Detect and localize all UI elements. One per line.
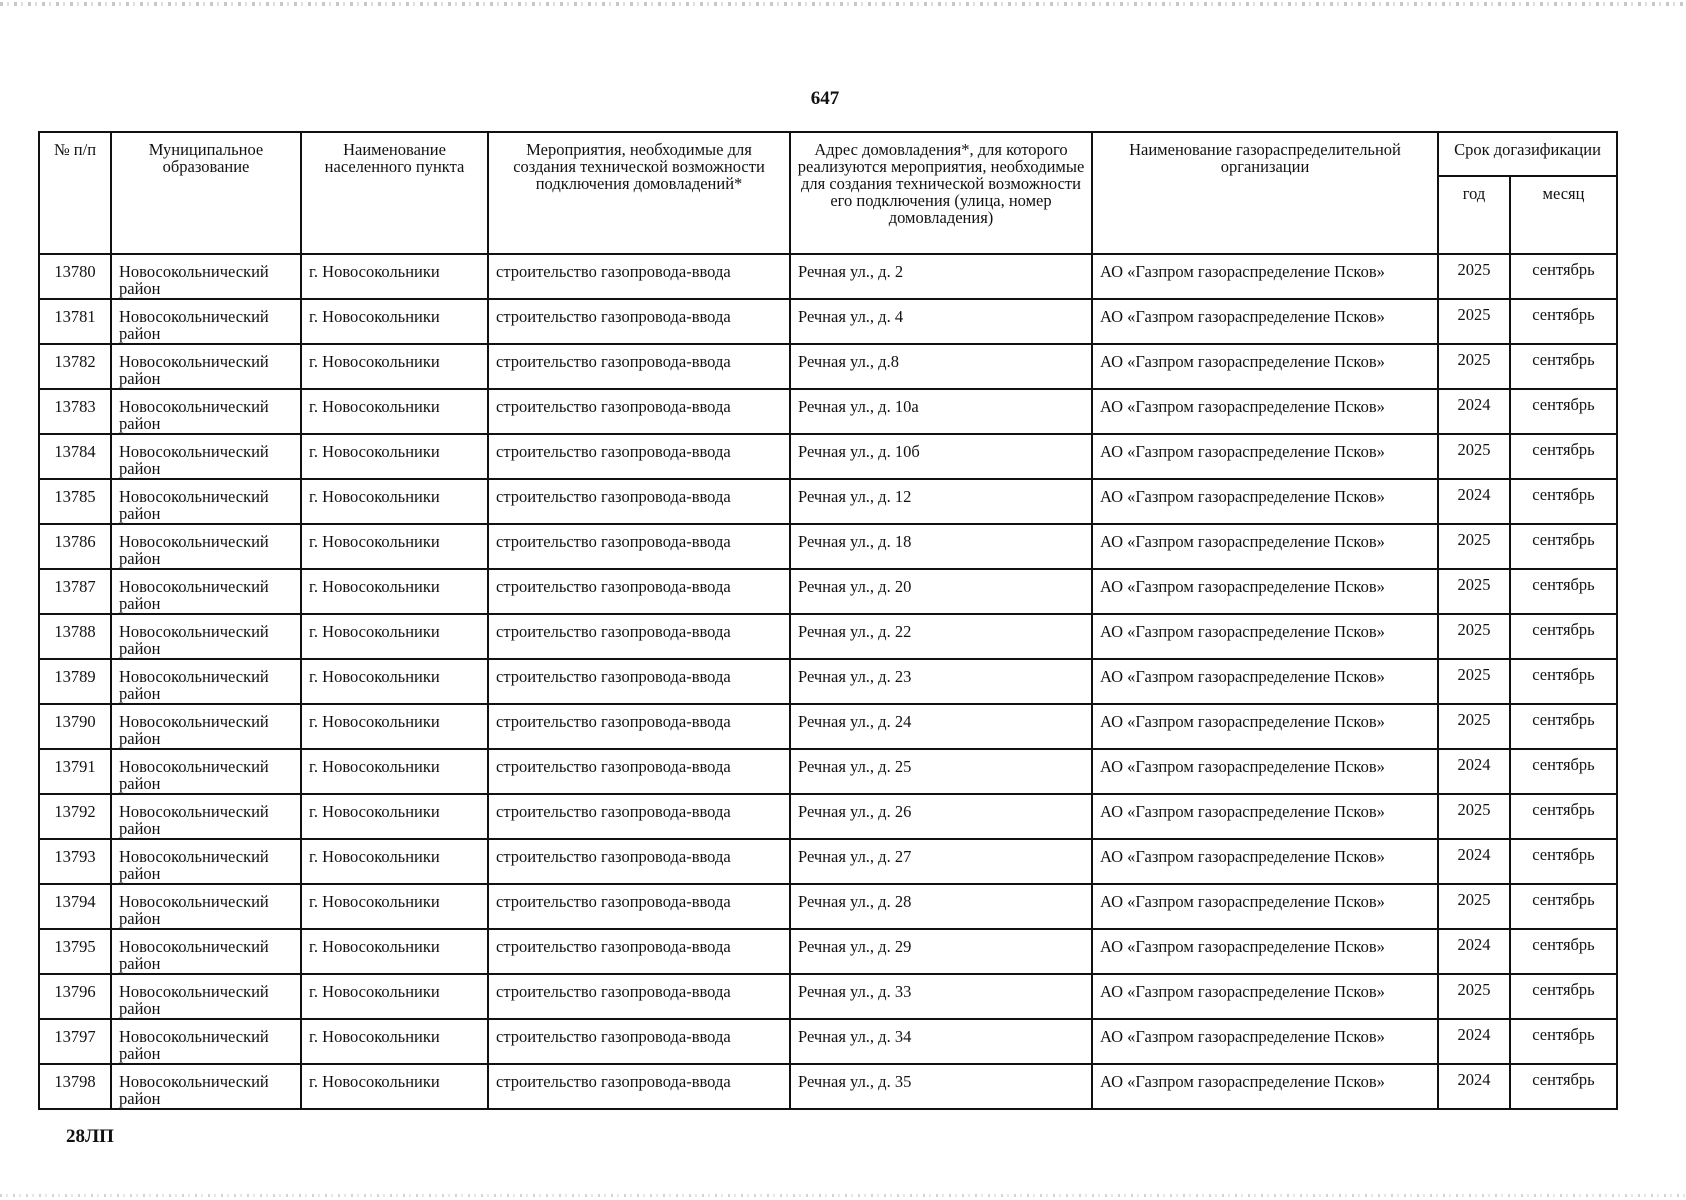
cell-year: 2024 (1438, 929, 1510, 974)
cell-organization: АО «Газпром газораспределение Псков» (1092, 884, 1438, 929)
cell-measure: строительство газопровода-ввода (488, 344, 790, 389)
table-row (39, 1064, 1617, 1109)
cell-month: сентябрь (1510, 659, 1617, 704)
cell-measure: строительство газопровода-ввода (488, 794, 790, 839)
cell-measure: строительство газопровода-ввода (488, 749, 790, 794)
cell-address: Речная ул., д. 23 (790, 659, 1092, 704)
cell-locality: г. Новосокольники (301, 389, 488, 434)
cell-measure: строительство газопровода-ввода (488, 479, 790, 524)
cell-measure: строительство газопровода-ввода (488, 929, 790, 974)
cell-num: 13788 (39, 614, 111, 659)
table-row (39, 749, 1617, 794)
cell-month: сентябрь (1510, 1019, 1617, 1064)
cell-year: 2024 (1438, 839, 1510, 884)
cell-year: 2025 (1438, 299, 1510, 344)
cell-month: сентябрь (1510, 479, 1617, 524)
cell-year: 2025 (1438, 434, 1510, 479)
cell-month: сентябрь (1510, 389, 1617, 434)
cell-measure: строительство газопровода-ввода (488, 434, 790, 479)
cell-municipality: Новосокольнический район (111, 254, 301, 299)
cell-address: Речная ул., д. 29 (790, 929, 1092, 974)
cell-year: 2024 (1438, 749, 1510, 794)
cell-organization: АО «Газпром газораспределение Псков» (1092, 299, 1438, 344)
cell-measure: строительство газопровода-ввода (488, 1019, 790, 1064)
cell-address: Речная ул., д. 25 (790, 749, 1092, 794)
cell-municipality: Новосокольнический район (111, 704, 301, 749)
cell-address: Речная ул., д. 10а (790, 389, 1092, 434)
cell-organization: АО «Газпром газораспределение Псков» (1092, 614, 1438, 659)
cell-measure: строительство газопровода-ввода (488, 974, 790, 1019)
cell-organization: АО «Газпром газораспределение Псков» (1092, 974, 1438, 1019)
header-month: месяц (1510, 176, 1617, 254)
table-row (39, 479, 1617, 524)
cell-address: Речная ул., д. 2 (790, 254, 1092, 299)
cell-organization: АО «Газпром газораспределение Псков» (1092, 479, 1438, 524)
cell-measure: строительство газопровода-ввода (488, 1064, 790, 1109)
cell-address: Речная ул., д. 22 (790, 614, 1092, 659)
cell-month: сентябрь (1510, 749, 1617, 794)
header-municipality: Муниципальное образование (111, 132, 301, 254)
cell-address: Речная ул., д. 34 (790, 1019, 1092, 1064)
cell-num: 13793 (39, 839, 111, 884)
cell-num: 13789 (39, 659, 111, 704)
cell-locality: г. Новосокольники (301, 974, 488, 1019)
table-body (39, 254, 1617, 1109)
cell-municipality: Новосокольнический район (111, 794, 301, 839)
table-row (39, 659, 1617, 704)
cell-num: 13782 (39, 344, 111, 389)
cell-locality: г. Новосокольники (301, 704, 488, 749)
header-year: год (1438, 176, 1510, 254)
cell-locality: г. Новосокольники (301, 254, 488, 299)
table-row (39, 884, 1617, 929)
cell-locality: г. Новосокольники (301, 749, 488, 794)
scan-edge-bottom (0, 1194, 1686, 1197)
page-number: 647 (810, 88, 840, 109)
header-address: Адрес домовладения*, для которого реализуются мероприятия, необходимые для создания технической возможности его подключения (улица, номер домовладения) (790, 132, 1092, 254)
cell-measure: строительство газопровода-ввода (488, 254, 790, 299)
cell-locality: г. Новосокольники (301, 434, 488, 479)
cell-year: 2025 (1438, 974, 1510, 1019)
cell-address: Речная ул., д. 18 (790, 524, 1092, 569)
cell-address: Речная ул., д. 10б (790, 434, 1092, 479)
cell-month: сентябрь (1510, 974, 1617, 1019)
cell-municipality: Новосокольнический район (111, 389, 301, 434)
cell-year: 2024 (1438, 1019, 1510, 1064)
cell-year: 2025 (1438, 884, 1510, 929)
cell-address: Речная ул., д. 20 (790, 569, 1092, 614)
cell-address: Речная ул., д. 26 (790, 794, 1092, 839)
cell-num: 13783 (39, 389, 111, 434)
cell-address: Речная ул., д. 4 (790, 299, 1092, 344)
cell-num: 13791 (39, 749, 111, 794)
header-organization: Наименование газораспределительной организации (1092, 132, 1438, 254)
cell-address: Речная ул., д. 12 (790, 479, 1092, 524)
cell-organization: АО «Газпром газораспределение Псков» (1092, 254, 1438, 299)
header-locality: Наименование населенного пункта (301, 132, 488, 254)
header-num: № п/п (39, 132, 111, 254)
cell-locality: г. Новосокольники (301, 524, 488, 569)
cell-num: 13784 (39, 434, 111, 479)
cell-municipality: Новосокольнический район (111, 614, 301, 659)
cell-num: 13785 (39, 479, 111, 524)
cell-locality: г. Новосокольники (301, 1064, 488, 1109)
cell-municipality: Новосокольнический район (111, 1019, 301, 1064)
cell-organization: АО «Газпром газораспределение Псков» (1092, 524, 1438, 569)
cell-locality: г. Новосокольники (301, 479, 488, 524)
cell-year: 2025 (1438, 704, 1510, 749)
cell-year: 2025 (1438, 344, 1510, 389)
cell-organization: АО «Газпром газораспределение Псков» (1092, 659, 1438, 704)
cell-month: сентябрь (1510, 839, 1617, 884)
cell-locality: г. Новосокольники (301, 344, 488, 389)
cell-year: 2025 (1438, 524, 1510, 569)
header-deadline: Срок догазификации (1438, 132, 1617, 176)
cell-year: 2024 (1438, 389, 1510, 434)
footer-code: 28ЛП (66, 1126, 114, 1147)
cell-municipality: Новосокольнический район (111, 659, 301, 704)
gasification-table (38, 131, 1618, 1110)
cell-locality: г. Новосокольники (301, 299, 488, 344)
cell-measure: строительство газопровода-ввода (488, 659, 790, 704)
cell-municipality: Новосокольнический район (111, 299, 301, 344)
cell-organization: АО «Газпром газораспределение Псков» (1092, 434, 1438, 479)
cell-organization: АО «Газпром газораспределение Псков» (1092, 1064, 1438, 1109)
cell-year: 2025 (1438, 614, 1510, 659)
cell-municipality: Новосокольнический район (111, 974, 301, 1019)
cell-organization: АО «Газпром газораспределение Псков» (1092, 569, 1438, 614)
cell-measure: строительство газопровода-ввода (488, 704, 790, 749)
cell-locality: г. Новосокольники (301, 794, 488, 839)
cell-num: 13781 (39, 299, 111, 344)
cell-measure: строительство газопровода-ввода (488, 884, 790, 929)
cell-month: сентябрь (1510, 299, 1617, 344)
cell-year: 2025 (1438, 659, 1510, 704)
cell-num: 13798 (39, 1064, 111, 1109)
cell-month: сентябрь (1510, 524, 1617, 569)
table-row (39, 389, 1617, 434)
cell-address: Речная ул., д. 33 (790, 974, 1092, 1019)
cell-locality: г. Новосокольники (301, 614, 488, 659)
table-row (39, 1019, 1617, 1064)
table-row (39, 704, 1617, 749)
cell-organization: АО «Газпром газораспределение Псков» (1092, 929, 1438, 974)
cell-locality: г. Новосокольники (301, 659, 488, 704)
cell-address: Речная ул., д. 27 (790, 839, 1092, 884)
table-header (39, 132, 1617, 254)
table-row (39, 839, 1617, 884)
table-row (39, 569, 1617, 614)
cell-year: 2024 (1438, 1064, 1510, 1109)
cell-address: Речная ул., д. 24 (790, 704, 1092, 749)
cell-month: сентябрь (1510, 884, 1617, 929)
cell-municipality: Новосокольнический район (111, 1064, 301, 1109)
cell-measure: строительство газопровода-ввода (488, 524, 790, 569)
cell-num: 13797 (39, 1019, 111, 1064)
cell-month: сентябрь (1510, 929, 1617, 974)
cell-num: 13792 (39, 794, 111, 839)
table-row (39, 344, 1617, 389)
table-row (39, 299, 1617, 344)
table-row (39, 254, 1617, 299)
cell-organization: АО «Газпром газораспределение Псков» (1092, 749, 1438, 794)
cell-organization: АО «Газпром газораспределение Псков» (1092, 389, 1438, 434)
cell-address: Речная ул., д. 35 (790, 1064, 1092, 1109)
cell-municipality: Новосокольнический район (111, 479, 301, 524)
cell-organization: АО «Газпром газораспределение Псков» (1092, 1019, 1438, 1064)
cell-measure: строительство газопровода-ввода (488, 839, 790, 884)
cell-month: сентябрь (1510, 254, 1617, 299)
cell-organization: АО «Газпром газораспределение Псков» (1092, 704, 1438, 749)
cell-address: Речная ул., д. 28 (790, 884, 1092, 929)
cell-year: 2025 (1438, 794, 1510, 839)
cell-municipality: Новосокольнический район (111, 524, 301, 569)
table-row (39, 929, 1617, 974)
cell-measure: строительство газопровода-ввода (488, 389, 790, 434)
cell-municipality: Новосокольнический район (111, 569, 301, 614)
cell-measure: строительство газопровода-ввода (488, 569, 790, 614)
cell-measure: строительство газопровода-ввода (488, 299, 790, 344)
cell-organization: АО «Газпром газораспределение Псков» (1092, 794, 1438, 839)
cell-month: сентябрь (1510, 794, 1617, 839)
cell-municipality: Новосокольнический район (111, 884, 301, 929)
cell-locality: г. Новосокольники (301, 929, 488, 974)
cell-month: сентябрь (1510, 704, 1617, 749)
cell-num: 13796 (39, 974, 111, 1019)
cell-num: 13790 (39, 704, 111, 749)
cell-locality: г. Новосокольники (301, 1019, 488, 1064)
header-measures: Мероприятия, необходимые для создания технической возможности подключения домовладений* (488, 132, 790, 254)
table-row (39, 524, 1617, 569)
table-row (39, 614, 1617, 659)
cell-num: 13780 (39, 254, 111, 299)
cell-address: Речная ул., д.8 (790, 344, 1092, 389)
cell-num: 13794 (39, 884, 111, 929)
cell-municipality: Новосокольнический район (111, 749, 301, 794)
cell-organization: АО «Газпром газораспределение Псков» (1092, 839, 1438, 884)
cell-num: 13786 (39, 524, 111, 569)
cell-year: 2025 (1438, 569, 1510, 614)
cell-month: сентябрь (1510, 434, 1617, 479)
cell-municipality: Новосокольнический район (111, 344, 301, 389)
cell-locality: г. Новосокольники (301, 569, 488, 614)
cell-num: 13787 (39, 569, 111, 614)
cell-month: сентябрь (1510, 614, 1617, 659)
cell-municipality: Новосокольнический район (111, 929, 301, 974)
cell-organization: АО «Газпром газораспределение Псков» (1092, 344, 1438, 389)
cell-num: 13795 (39, 929, 111, 974)
cell-locality: г. Новосокольники (301, 884, 488, 929)
table-row (39, 974, 1617, 1019)
scan-edge-top (0, 2, 1686, 6)
cell-year: 2025 (1438, 254, 1510, 299)
cell-month: сентябрь (1510, 1064, 1617, 1109)
cell-measure: строительство газопровода-ввода (488, 614, 790, 659)
table-row (39, 794, 1617, 839)
cell-month: сентябрь (1510, 569, 1617, 614)
cell-year: 2024 (1438, 479, 1510, 524)
cell-municipality: Новосокольнический район (111, 839, 301, 884)
cell-municipality: Новосокольнический район (111, 434, 301, 479)
cell-month: сентябрь (1510, 344, 1617, 389)
table-row (39, 434, 1617, 479)
cell-locality: г. Новосокольники (301, 839, 488, 884)
